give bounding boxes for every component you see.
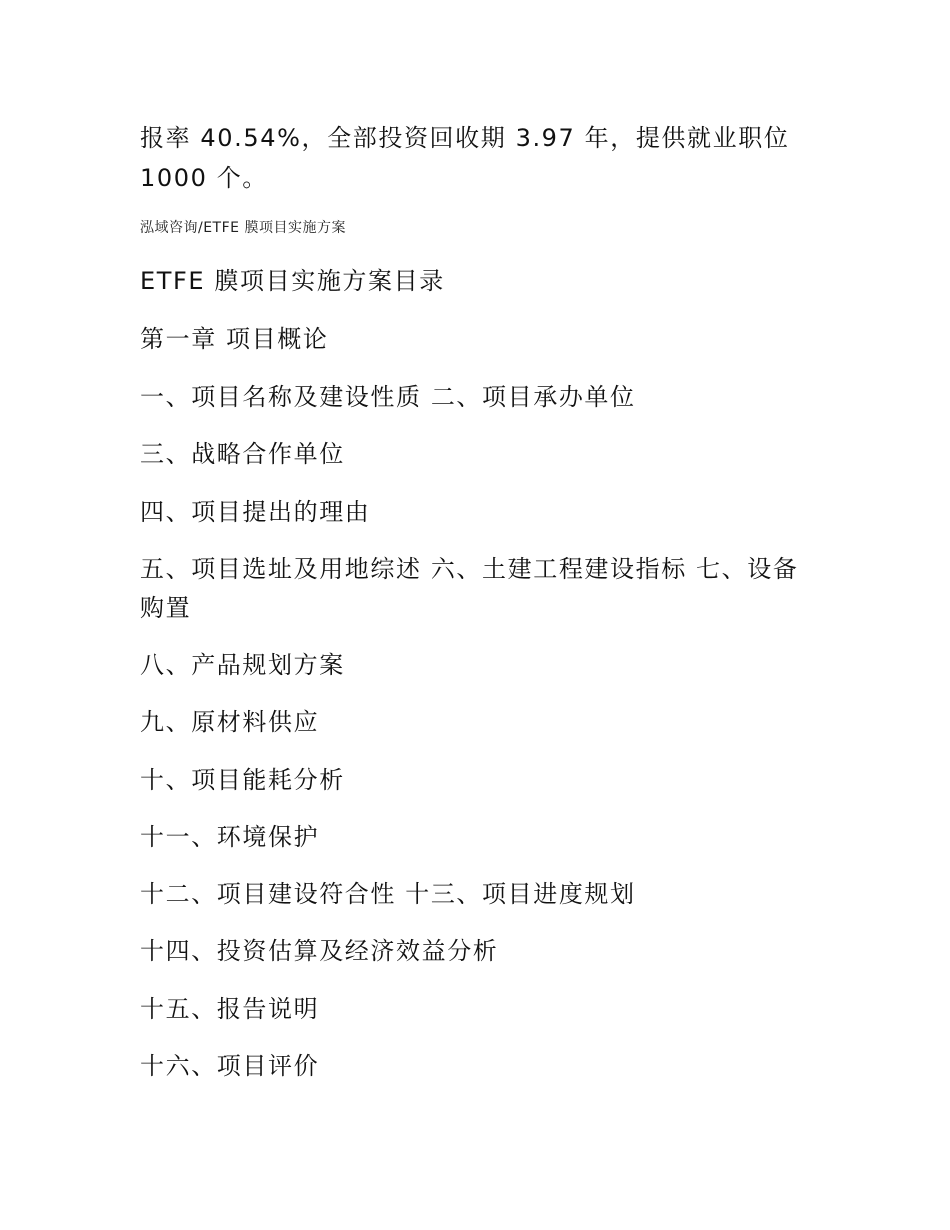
toc-item: 八、产品规划方案 <box>140 651 345 679</box>
toc-item: 十四、投资估算及经济效益分析 <box>140 937 499 965</box>
toc-item: 十二、项目建设符合性 十三、项目进度规划 <box>140 880 636 908</box>
toc-item: 十一、环境保护 <box>140 823 320 851</box>
toc-item: 十、项目能耗分析 <box>140 766 345 794</box>
toc-item: 五、项目选址及用地综述 六、土建工程建设指标 七、设备 <box>140 555 799 583</box>
toc-item: 九、原材料供应 <box>140 708 320 736</box>
toc-item: 三、战略合作单位 <box>140 440 345 468</box>
running-header: 泓域咨询/ETFE 膜项目实施方案 <box>140 220 346 236</box>
toc-chapter-1: 第一章 项目概论 <box>140 325 329 353</box>
toc-item: 四、项目提出的理由 <box>140 498 371 526</box>
intro-text-line-2: 1000 个。 <box>140 164 268 192</box>
intro-text-line-1: 报率 40.54%，全部投资回收期 3.97 年，提供就业职位 <box>140 124 790 152</box>
toc-item: 十六、项目评价 <box>140 1052 320 1080</box>
toc-title: ETFE 膜项目实施方案目录 <box>140 267 445 295</box>
toc-item: 一、项目名称及建设性质 二、项目承办单位 <box>140 383 636 411</box>
toc-item: 十五、报告说明 <box>140 995 320 1023</box>
toc-item: 购置 <box>140 594 192 622</box>
